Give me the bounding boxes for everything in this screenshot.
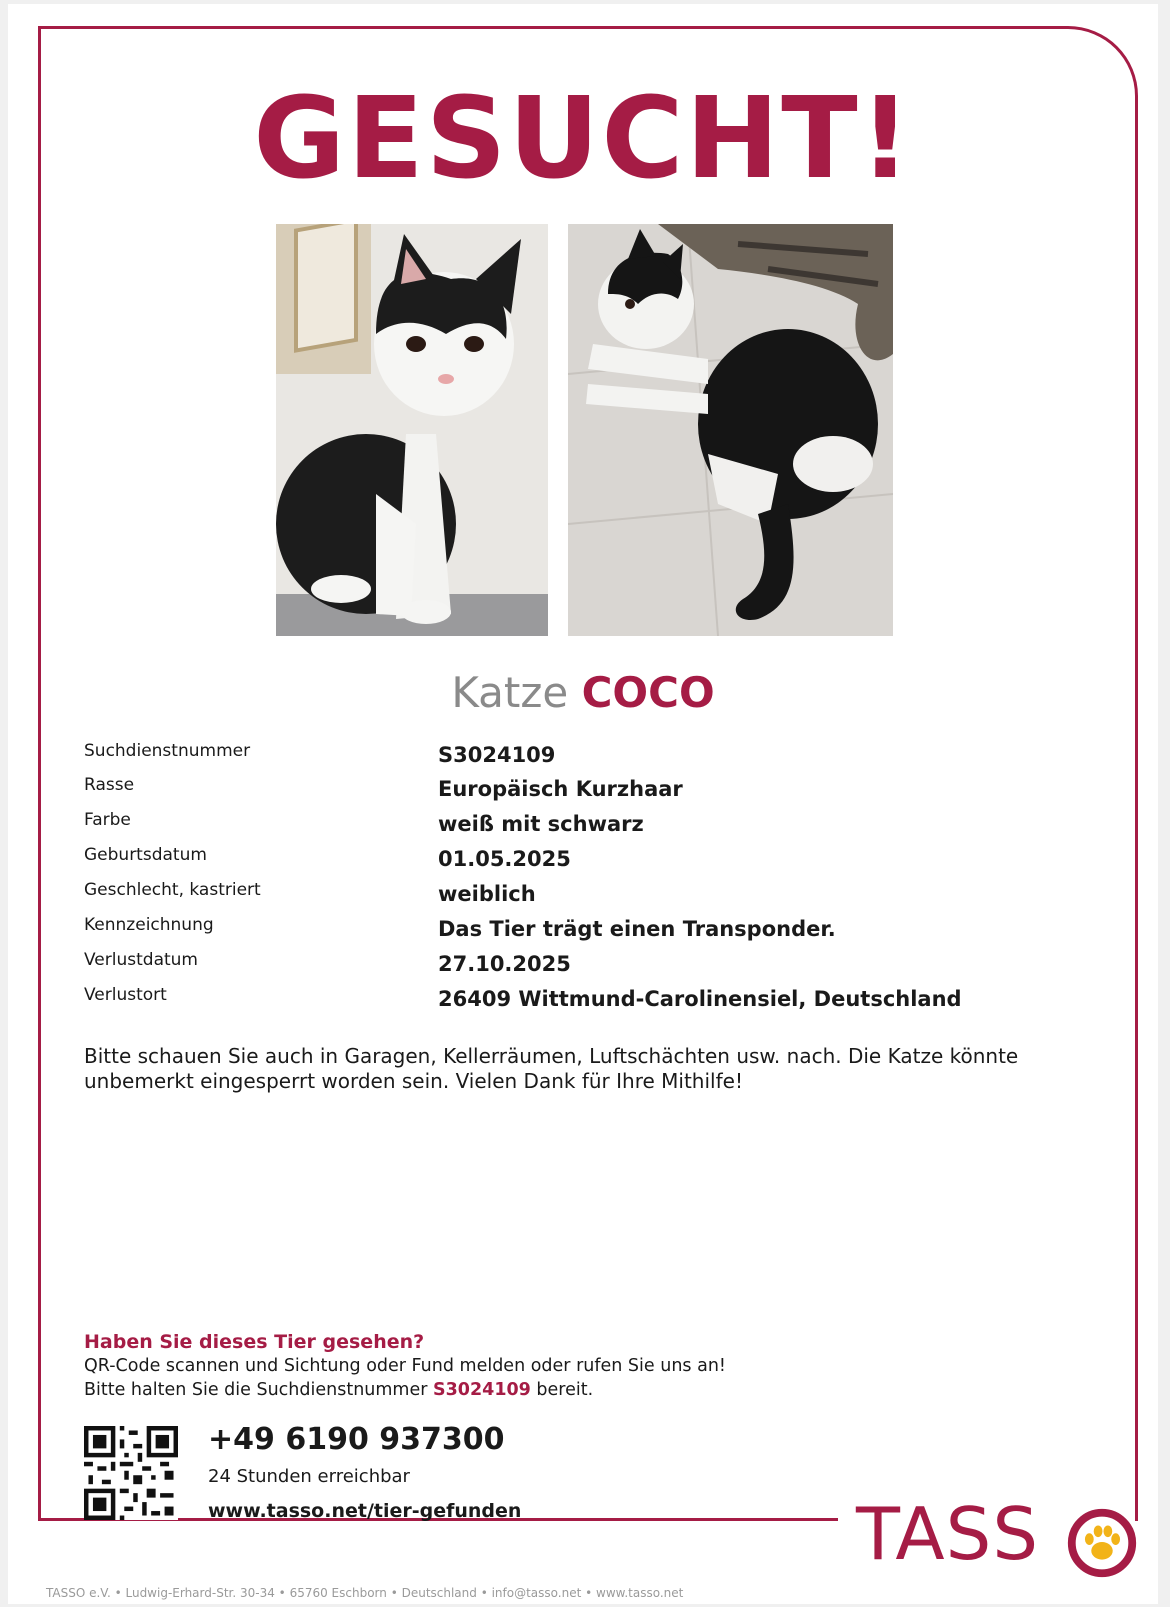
detail-value: Europäisch Kurzhaar xyxy=(438,777,683,801)
detail-value: S3024109 xyxy=(438,743,556,767)
paw-print-icon xyxy=(1063,1504,1141,1582)
detail-label: Suchdienstnummer xyxy=(84,741,251,761)
detail-label: Rasse xyxy=(84,775,135,795)
search-note: Bitte schauen Sie auch in Garagen, Kellerräumen, Luftschächten usw. nach. Die Katze könnte unbemerkt eingesperrt worden sein. Vielen Dank für Ihre Mithilfe! xyxy=(84,1044,1019,1093)
detail-value: 26409 Wittmund-Carolinensiel, Deutschland xyxy=(438,987,962,1011)
detail-row xyxy=(84,950,1134,984)
detail-label: Verlustort xyxy=(84,985,167,1005)
detail-label: Geburtsdatum xyxy=(84,845,207,865)
detail-row xyxy=(84,985,1134,1019)
animal-heading xyxy=(8,668,1158,717)
detail-value: 01.05.2025 xyxy=(438,847,571,871)
contact-heading: Haben Sie dieses Tier gesehen? xyxy=(84,1331,425,1353)
detail-row xyxy=(84,880,1134,914)
contact-instruction: QR-Code scannen und Sichtung oder Fund melden oder rufen Sie uns an! xyxy=(84,1356,726,1376)
tasso-logo: TASS xyxy=(856,1492,1040,1576)
animal-name: COCO xyxy=(581,668,715,717)
detail-row xyxy=(84,915,1134,949)
detail-label: Verlustdatum xyxy=(84,950,198,970)
detail-value: weiblich xyxy=(438,882,536,906)
reference-number: S3024109 xyxy=(433,1380,531,1400)
reference-suffix: bereit. xyxy=(530,1380,594,1400)
poster-title: GESUCHT! xyxy=(253,74,913,204)
footer-address: TASSO e.V. • Ludwig-Erhard-Str. 30-34 • 65760 Eschborn • Deutschland • info@tasso.net • www.tasso.net xyxy=(46,1586,684,1600)
poster-page xyxy=(8,4,1158,1604)
detail-label: Geschlecht, kastriert xyxy=(84,880,261,900)
detail-value: 27.10.2025 xyxy=(438,952,571,976)
animal-kind: Katze xyxy=(451,668,569,717)
detail-row xyxy=(84,741,1134,775)
detail-row xyxy=(84,810,1134,844)
qr-code[interactable] xyxy=(84,1426,178,1520)
detail-label: Kennzeichnung xyxy=(84,915,214,935)
contact-reference xyxy=(84,1380,593,1400)
cat-photo-sitting xyxy=(276,224,548,636)
contact-phone[interactable]: +49 6190 937300 xyxy=(208,1422,505,1457)
detail-label: Farbe xyxy=(84,810,131,830)
cat-photo-lying xyxy=(568,224,893,636)
detail-row xyxy=(84,775,1134,809)
detail-value: weiß mit schwarz xyxy=(438,812,644,836)
detail-row xyxy=(84,845,1134,879)
contact-hours: 24 Stunden erreichbar xyxy=(208,1466,410,1487)
detail-value: Das Tier trägt einen Transponder. xyxy=(438,917,836,941)
reference-prefix: Bitte halten Sie die Suchdienstnummer xyxy=(84,1380,434,1400)
contact-website[interactable]: www.tasso.net/tier-gefunden xyxy=(208,1500,522,1522)
